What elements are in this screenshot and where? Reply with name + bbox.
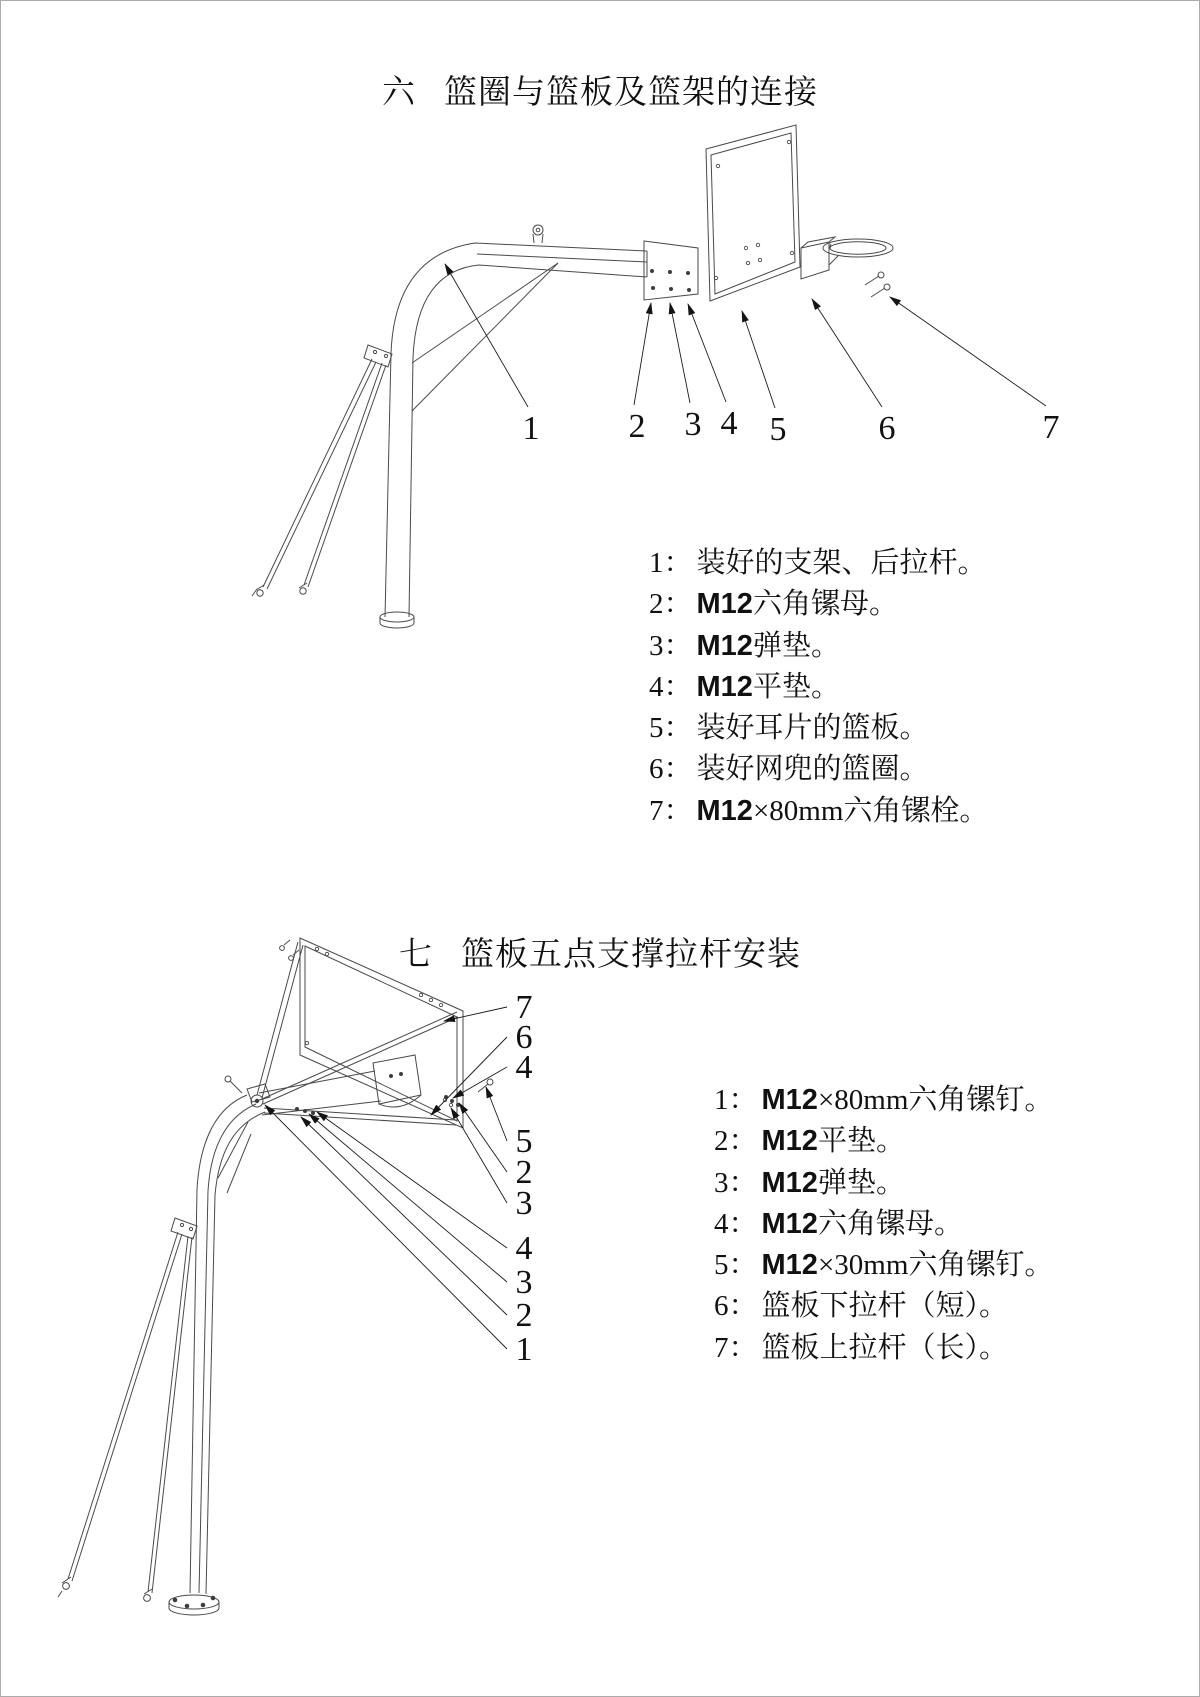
callout-number: 3 [515, 1264, 533, 1301]
diagram-rim-backboard-frame [252, 125, 1060, 628]
lifting-eye [533, 225, 543, 243]
part-item: 5： M12×30mm六角镙钉。 [714, 1249, 1054, 1282]
backboard [706, 125, 800, 301]
part-item: 3： M12弹垫。 [649, 629, 840, 662]
part-item: 6： 篮板下拉杆（短）。 [714, 1290, 1009, 1323]
part-item: 6： 装好网兜的篮圈。 [649, 753, 929, 786]
hex-bolts [865, 272, 890, 297]
backboard-2 [300, 938, 463, 1128]
part-item: 7： M12×80mm六角镙栓。 [649, 794, 989, 827]
callout-numbers-2 [516, 989, 533, 1368]
callout-number: 2 [628, 408, 646, 445]
part-item: 7： 篮板上拉杆（长）。 [714, 1331, 1009, 1364]
part-item: 1： M12×80mm六角镙钉。 [714, 1084, 1054, 1116]
callout-number: 7 [1042, 409, 1060, 446]
part-item: 4： M12六角镙母。 [714, 1207, 963, 1240]
callout-number: 6 [515, 1019, 533, 1056]
part-item: 4： M12平垫。 [649, 670, 840, 703]
part-item: 2： M12平垫。 [714, 1125, 905, 1158]
gusset-brace [412, 263, 558, 411]
pole-and-arm [380, 243, 647, 628]
base-flange [169, 1595, 219, 1615]
technical-drawings [1, 1, 1200, 1697]
callout-number: 2 [515, 1297, 533, 1334]
right-edge-fasteners [444, 1079, 493, 1107]
callout-number: 5 [769, 411, 787, 448]
callout-number: 2 [515, 1154, 533, 1191]
support-rods [257, 942, 458, 1125]
pole-2 [190, 1095, 265, 1594]
callout-numbers [523, 405, 1060, 448]
section-seven-number: 七 [399, 937, 433, 973]
diagram-five-point-support [58, 938, 533, 1615]
arm-end-plate [644, 241, 698, 300]
callout-number: 3 [515, 1185, 533, 1222]
callout-number: 5 [515, 1123, 533, 1160]
leader-lines-2 [265, 1007, 507, 1349]
callout-number: 3 [684, 406, 702, 443]
callout-number: 4 [720, 405, 738, 442]
callout-number: 7 [515, 989, 533, 1026]
callout-number: 4 [515, 1230, 533, 1267]
part-item: 3： M12弹垫。 [714, 1166, 905, 1199]
callout-number: 4 [515, 1049, 533, 1086]
callout-number: 1 [515, 1331, 533, 1368]
section-six-number: 六 [382, 75, 416, 111]
rear-stay-rods [252, 345, 392, 596]
part-item: 1： 装好的支架、后拉杆。 [649, 547, 987, 579]
callout-number: 1 [522, 410, 540, 447]
section-six-title: 篮圈与篮板及篮架的连接 [444, 75, 818, 111]
section-seven-title: 篮板五点支撑拉杆安装 [461, 937, 801, 973]
stay-rods-2 [58, 1218, 197, 1601]
part-item: 5： 装好耳片的篮板。 [649, 712, 929, 745]
callout-number: 6 [878, 410, 896, 447]
arm-plate [373, 1055, 421, 1107]
part-item: 2： M12六角镙母。 [649, 588, 898, 621]
